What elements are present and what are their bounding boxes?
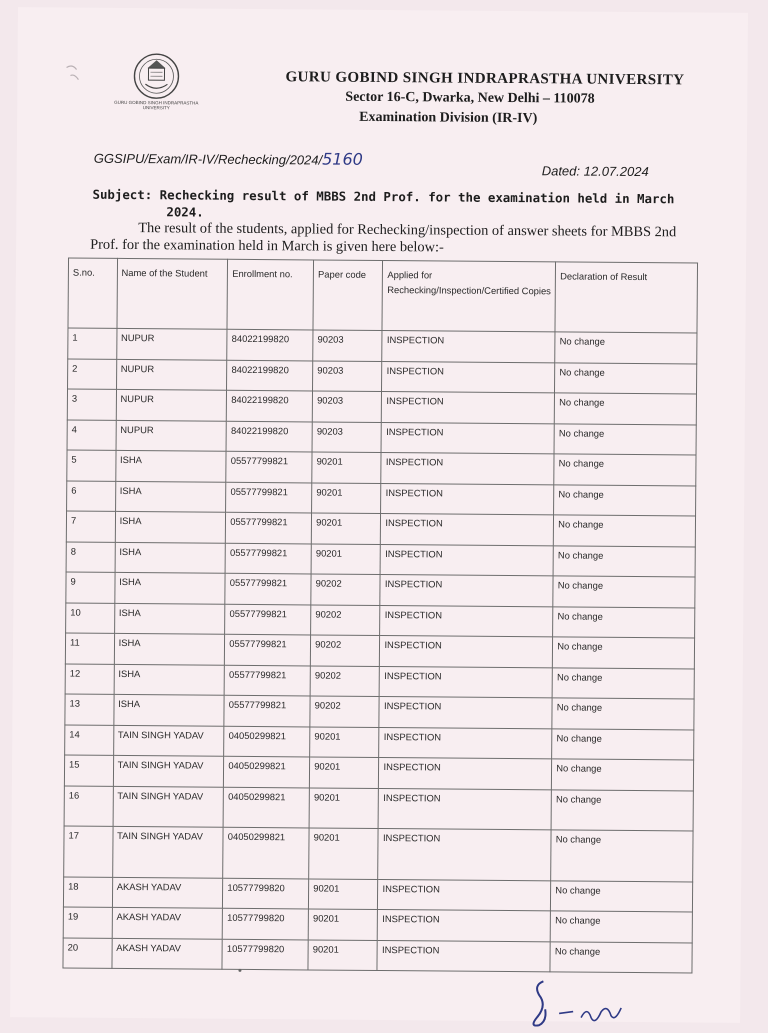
cell-sno: 17 [64,826,113,877]
cell-paper-code: 90203 [313,360,383,391]
university-name: GURU GOBIND SINGH INDRAPRASTHA UNIVERSITY [285,69,685,89]
cell-sno: 6 [67,481,116,512]
cell-applied-for: INSPECTION [382,331,555,363]
cell-name: AKASH YADAV [112,877,223,908]
corner-mark-icon [62,61,86,91]
cell-declaration: No change [553,576,695,608]
cell-paper-code: 90202 [311,604,381,635]
cell-paper-code: 90203 [313,330,383,361]
cell-enrollment: 05577799821 [225,543,311,574]
table-row [63,938,692,973]
cell-sno: 7 [66,511,115,542]
cell-sno: 1 [68,328,117,359]
table-row [65,664,694,699]
cell-name: NUPUR [116,420,227,451]
cell-paper-code: 90201 [311,543,381,574]
subject-heading [92,186,692,225]
cell-sno: 9 [66,572,115,603]
cell-sno: 18 [63,877,112,908]
table-row [66,572,695,607]
table-row [67,450,696,485]
cell-enrollment: 84022199820 [226,421,312,452]
cell-declaration: No change [553,545,695,577]
cell-sno: 20 [63,938,112,969]
handwritten-reference-number: 5160 [322,149,363,169]
cell-name: ISHA [115,542,226,573]
cell-declaration: No change [551,880,693,912]
cell-applied-for: INSPECTION [381,483,554,515]
cell-paper-code: 90203 [312,421,382,452]
cell-declaration: No change [550,911,692,943]
table-row [67,389,696,424]
cell-enrollment: 05577799821 [224,695,310,726]
table-row [65,633,694,668]
table-header-row [68,258,698,333]
cell-enrollment: 04050299821 [224,756,310,787]
cell-name: ISHA [115,481,226,512]
cell-enrollment: 05577799821 [225,604,311,635]
table-body [63,328,697,973]
cell-enrollment: 04050299821 [223,787,309,828]
cell-paper-code: 90203 [312,391,382,422]
cell-applied-for: INSPECTION [380,574,553,606]
cell-applied-for: INSPECTION [382,392,555,424]
cell-enrollment: 10577799820 [222,908,308,939]
cell-name: ISHA [114,664,225,695]
cell-sno: 10 [66,603,115,634]
cell-declaration: No change [555,332,697,364]
dated-label: Dated: 12.07.2024 [541,163,649,180]
cell-declaration: No change [554,393,696,425]
cell-applied-for: INSPECTION [379,696,552,728]
cell-applied-for: INSPECTION [378,828,551,880]
table-row [68,359,697,394]
table-row [68,328,697,363]
cell-paper-code: 90201 [308,909,378,940]
cell-name: TAIN SINGH YADAV [112,826,223,878]
cell-declaration: No change [552,667,694,699]
header-applied-for: Applied for Rechecking/Inspection/Certified Copies [382,261,555,332]
cell-sno: 5 [67,450,116,481]
header-enrollment: Enrollment no. [227,259,313,330]
cell-paper-code: 90201 [310,757,380,788]
cell-declaration: No change [554,515,696,547]
cell-sno: 14 [65,725,114,756]
table-row [66,511,695,546]
cell-declaration: No change [555,362,697,394]
cell-enrollment: 84022199820 [227,329,313,360]
cell-declaration: No change [552,728,694,760]
cell-sno: 3 [67,389,116,420]
cell-enrollment: 05577799821 [225,634,311,665]
table-row [64,826,693,882]
cell-paper-code: 90201 [310,726,380,757]
cell-declaration: No change [552,698,694,730]
cell-declaration: No change [553,637,695,669]
cell-applied-for: INSPECTION [381,544,554,576]
cell-paper-code: 90201 [308,939,378,970]
cell-applied-for: INSPECTION [380,605,553,637]
cell-applied-for: INSPECTION [377,940,550,972]
cell-enrollment: 04050299821 [224,726,310,757]
cell-paper-code: 90202 [310,665,380,696]
cell-paper-code: 90201 [309,878,379,909]
cell-enrollment: 84022199820 [227,360,313,391]
subject-line-2: 2024. [166,204,204,220]
table-row [65,694,694,729]
intro-paragraph: The result of the students, applied for Rechecking/inspection of answer sheets for MBBS 2nd Prof. for the examination held in March is given here below:- [90,220,677,256]
cell-enrollment: 05577799821 [226,512,312,543]
cell-sno: 19 [63,907,112,938]
cell-applied-for: INSPECTION [379,788,552,829]
cell-name: AKASH YADAV [112,938,223,969]
cell-enrollment: 05577799821 [226,451,312,482]
cell-paper-code: 90201 [309,787,379,828]
signature-icon [515,973,655,1032]
cell-sno: 16 [64,786,113,826]
cell-declaration: No change [554,423,696,455]
cell-enrollment: 10577799820 [222,939,308,970]
cell-applied-for: INSPECTION [378,879,551,911]
cell-name: NUPUR [116,389,227,420]
cell-name: ISHA [115,511,226,542]
cell-name: TAIN SINGH YADAV [113,786,224,827]
cell-sno: 15 [64,755,113,786]
university-address: Sector 16-C, Dwarka, New Delhi – 110078 [345,89,595,107]
reference-number [94,148,363,169]
cell-paper-code: 90202 [311,635,381,666]
university-logo-icon [125,50,188,122]
table-row [66,542,695,577]
cell-name: ISHA [113,694,224,725]
cell-name: ISHA [115,450,226,481]
subject-line-1: Subject: Rechecking result of MBBS 2nd Prof. for the examination held in March [92,186,675,207]
cell-name: TAIN SINGH YADAV [113,755,224,786]
cell-enrollment: 05577799821 [224,665,310,696]
cell-applied-for: INSPECTION [381,513,554,545]
logo-caption: GURU GOBIND SINGH INDRAPRASTHA UNIVERSITY [114,99,199,111]
cell-declaration: No change [551,789,693,830]
cell-declaration: No change [552,759,694,791]
cell-applied-for: INSPECTION [380,666,553,698]
cell-declaration: No change [554,454,696,486]
cell-enrollment: 84022199820 [227,390,313,421]
table-row [63,877,692,912]
cell-applied-for: INSPECTION [379,757,552,789]
cell-sno: 8 [66,542,115,573]
cell-paper-code: 90202 [310,696,380,727]
cell-enrollment: 10577799820 [223,878,309,909]
cell-applied-for: INSPECTION [381,453,554,485]
header-paper-code: Paper code [313,260,383,331]
cell-sno: 4 [67,420,116,451]
cell-enrollment: 04050299821 [223,827,309,879]
cell-declaration: No change [551,829,693,881]
cell-name: ISHA [114,572,225,603]
reference-prefix: GGSIPU/Exam/IR-IV/Rechecking/2024/ [93,150,323,168]
cell-name: ISHA [114,603,225,634]
examination-division: Examination Division (IR-IV) [359,109,538,127]
cell-name: NUPUR [116,359,227,390]
cell-declaration: No change [553,606,695,638]
header-name: Name of the Student [117,258,228,329]
cell-applied-for: INSPECTION [380,635,553,667]
cell-sno: 13 [65,694,114,725]
table-row [64,786,693,831]
cell-paper-code: 90201 [311,513,381,544]
cell-applied-for: INSPECTION [379,727,552,759]
table-row [67,420,696,455]
cell-applied-for: INSPECTION [381,422,554,454]
cell-enrollment: 05577799821 [225,573,311,604]
cell-applied-for: INSPECTION [378,909,551,941]
cell-sno: 2 [68,359,117,390]
cell-paper-code: 90202 [311,574,381,605]
cell-paper-code: 90201 [312,482,382,513]
ink-dot [238,969,241,972]
cell-name: ISHA [114,633,225,664]
results-table [62,258,698,974]
table-row [67,481,696,516]
cell-applied-for: INSPECTION [382,361,555,393]
header-sno: S.no. [68,258,117,328]
header-declaration: Declaration of Result [555,262,697,333]
cell-declaration: No change [550,941,692,973]
table-row [66,603,695,638]
table-row [63,907,692,942]
document-page [10,7,748,1023]
cell-paper-code: 90201 [312,452,382,483]
cell-name: NUPUR [116,328,227,359]
table-row [64,755,693,790]
table-row [65,725,694,760]
cell-sno: 11 [65,633,114,664]
cell-sno: 12 [65,664,114,695]
cell-name: AKASH YADAV [112,907,223,938]
cell-declaration: No change [554,484,696,516]
cell-name: TAIN SINGH YADAV [113,725,224,756]
cell-paper-code: 90201 [309,827,379,879]
cell-enrollment: 05577799821 [226,482,312,513]
